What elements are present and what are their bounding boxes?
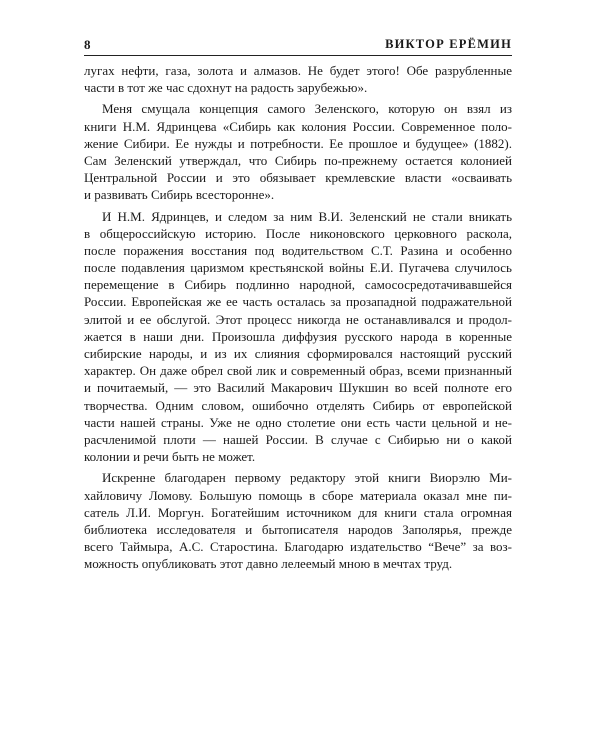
text-line: колонии и речи быть не может. — [84, 449, 256, 465]
text-line: И Н.М. Ядринцев, и следом за ним В.И. Зеленский не стали вникать — [102, 208, 512, 224]
text-line: Искренне благодарен первому редактору этой книги Виорэлю Ми- — [102, 470, 512, 486]
text-line: библиотека исследователя и бытописателя народов Заполярья, прежде — [84, 521, 512, 537]
text-line: в общероссийскую историю. После никоновского церковного раскола, — [84, 225, 512, 241]
text-line: хайловичу Ломову. Большую помощь в сборе материала оказал мне пи- — [84, 487, 512, 503]
page-number: 8 — [84, 37, 91, 52]
text-line: можность опубликовать этот давно лелеемый мною в мечтах труд. — [84, 556, 453, 572]
text-line: лугах нефти, газа, золота и алмазов. Не будет этого! Обе разрубленные — [84, 63, 512, 78]
text-line: жение Сибири. Ее нужды и потребности. Ее прошлое и будущее» (1882). — [84, 135, 512, 151]
text-line: Меня смущала концепция самого Зеленского, которую он взял из — [102, 101, 512, 117]
text-line: и развивать Сибирь всесторонне». — [84, 187, 275, 203]
text-line: Центральной России и это обязывает кремлевские власти «осваивать — [84, 170, 512, 186]
text-line: после подавления царизмом крестьянской войны Е.И. Пугачева случилось — [84, 260, 512, 276]
text-line: перемещение в Сибирь подлинно народной, самососредотачивавшейся — [84, 277, 512, 293]
text-line: всего Таймыра, А.С. Старостина. Благодарю издательство “Вече” за воз- — [84, 539, 512, 555]
text-line: России. Европейская же ее часть осталась за прозападной подражательной — [84, 294, 512, 310]
running-header — [84, 37, 512, 56]
paragraph — [84, 100, 512, 203]
text-line: и почитаемый, — это Василий Макарович Шукшин во всей полноте его — [84, 380, 512, 396]
text-line: части нашей страны. Уже не одно столетие они есть части цельной и не- — [84, 414, 512, 430]
text-line: сибирские народы, и из их слияния сформировался настоящий русский — [84, 346, 512, 361]
text-line: после поражения восстания под водительством С.Т. Разина и особенно — [84, 242, 512, 258]
text-line: Сам Зеленский утверждал, что Сибирь по-прежнему остается колонией — [84, 152, 512, 168]
text-line: сатель Л.И. Моргун. Богатейшим источником для книги стала огромная — [84, 504, 512, 520]
text-line: элитой и ее обслугой. Этот процесс никогда не останавливался и продол- — [84, 311, 512, 327]
text-line: творчества. Одним словом, ошибочно отделять Сибирь от европейской — [84, 397, 512, 413]
text-line: книги Н.М. Ядринцева «Сибирь как колония России. Современное поло- — [84, 118, 512, 134]
text-line: характер. Он даже обрел свой лик и современный образ, всеми признанный — [84, 363, 512, 379]
running-header-author: ВИКТОР ЕРЁМИН — [385, 37, 512, 51]
body-text — [84, 62, 512, 572]
paragraph — [84, 208, 512, 466]
text-line: расчленимой плоти — нашей России. В случае с Сибирью ни о какой — [84, 431, 512, 447]
text-line: части в тот же час сдохнут на радость зарубежью». — [84, 80, 368, 96]
paragraph — [84, 469, 512, 572]
paragraph — [84, 62, 512, 96]
text-line: жается в наши дни. Произошла диффузия русского народа в коренные — [84, 328, 512, 344]
